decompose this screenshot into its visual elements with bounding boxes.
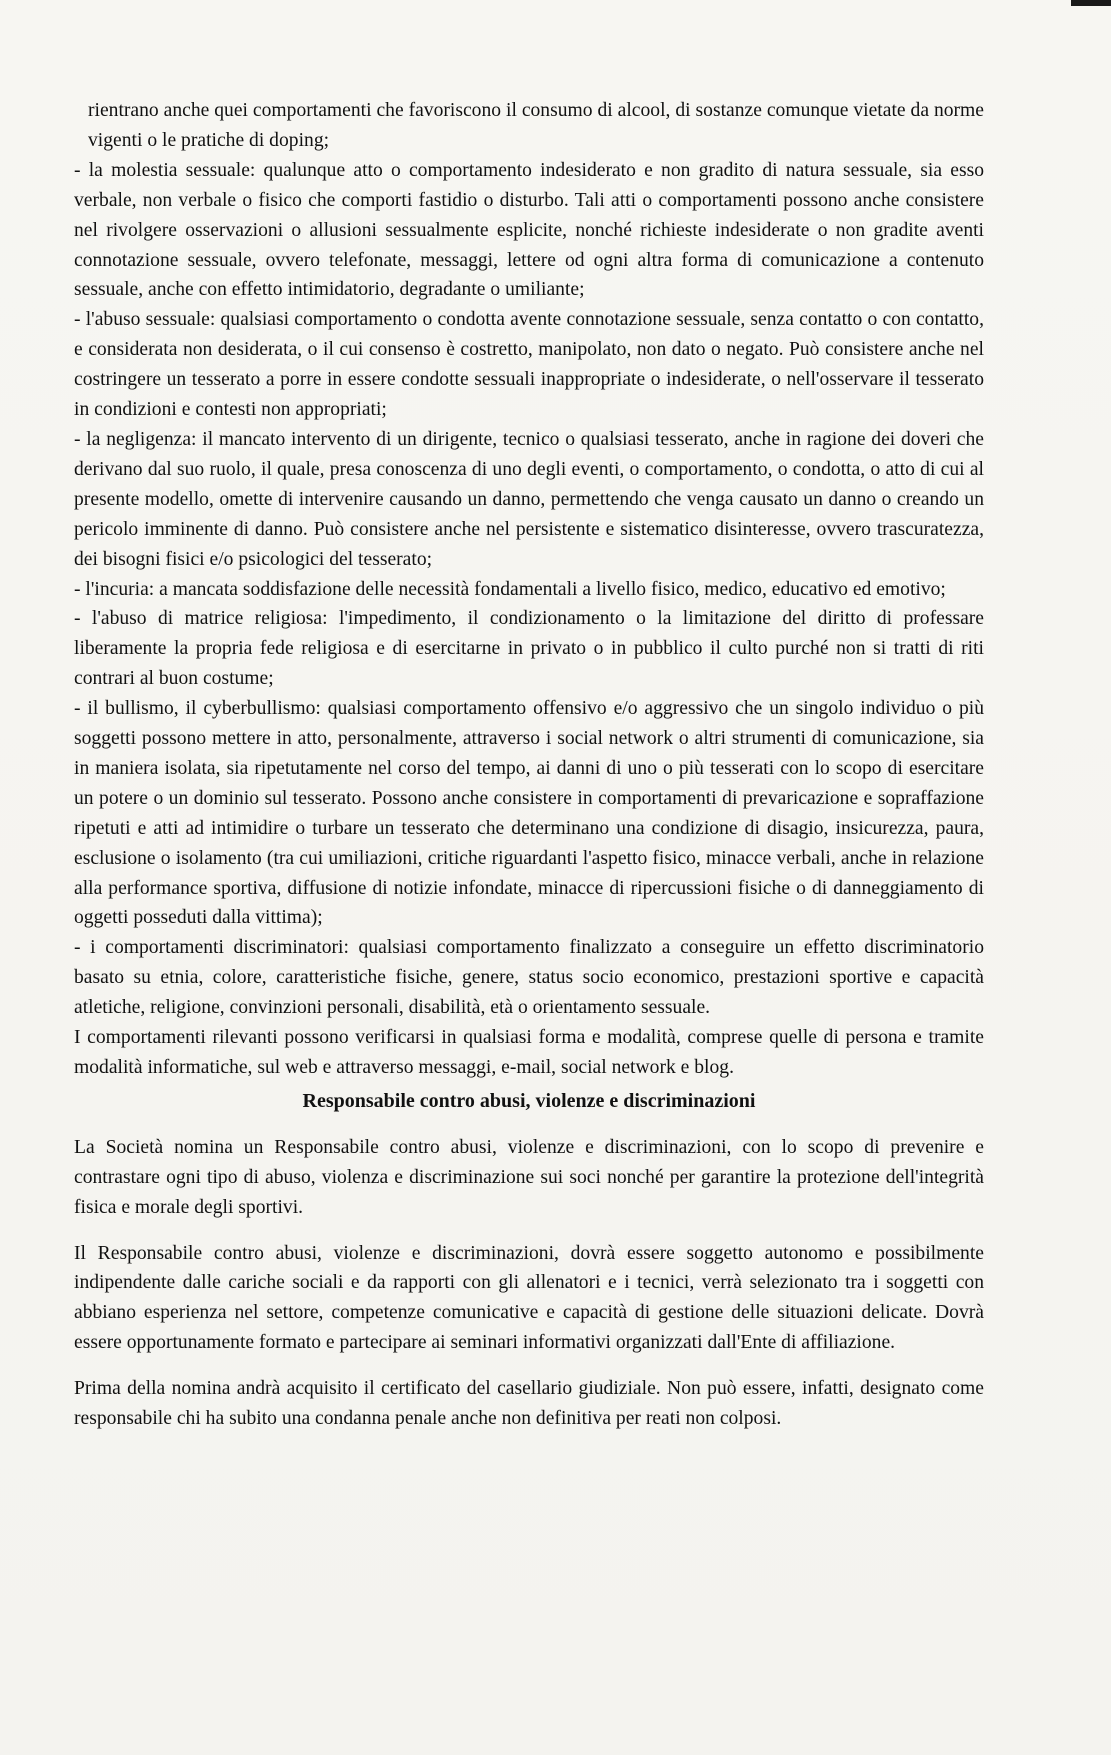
document-body — [74, 96, 984, 1434]
list-item-discriminazione: - i comportamenti discriminatori: qualsiasi comportamento finalizzato a conseguire un effetto discriminatorio basato su etnia, colore, caratteristiche fisiche, genere, status socio economico, prestazioni sportive e capacità atletiche, religione, convinzioni personali, disabilità, età o orientamento sessuale. — [74, 937, 984, 1019]
scan-edge-mark — [1071, 0, 1111, 6]
section-paragraph-nomina: La Società nomina un Responsabile contro abusi, violenze e discriminazioni, con lo scopo di prevenire e contrastare ogni tipo di abuso, violenza e discriminazione sui soci nonché per garantire la protezione dell'integrità fisica e morale degli sportivi. — [74, 1136, 984, 1218]
list-item-abuso-sessuale: - l'abuso sessuale: qualsiasi comportamento o condotta avente connotazione sessuale, senza contatto o con contatto, e considerata non desiderata, o il cui consenso è costretto, manipolato, non dato o negato. Può consistere anche nel costringere un tesserato a porre in essere condotte sessuali inappropriate o indesiderate, o nell'osservare il tesserato in condizioni e contesti non appropriati; — [74, 309, 984, 421]
section-paragraph-casellario: Prima della nomina andrà acquisito il certificato del casellario giudiziale. Non può essere, infatti, designato come responsabile chi ha subito una condanna penale anche non definitiva per reati non colposi. — [74, 1378, 984, 1430]
list-item-incuria: - l'incuria: a mancata soddisfazione delle necessità fondamentali a livello fisico, medico, educativo ed emotivo; — [74, 578, 946, 600]
list-item-molestia-sessuale: - la molestia sessuale: qualunque atto o comportamento indesiderato e non gradito di natura sessuale, sia esso verbale, non verbale o fisico che comporti fastidio o disturbo. Tali atti o comportamenti possono anche consistere nel rivolgere osservazioni o allusioni sessualmente esplicite, nonché richieste indesiderate o non gradite aventi connotazione sessuale, ovvero telefonate, messaggi, lettere od ogni altra forma di comunicazione a contenuto sessuale, anche con effetto intimidatorio, degradante o umiliante; — [74, 159, 984, 301]
continuation-text: rientrano anche quei comportamenti che favoriscono il consumo di alcool, di sostanze comunque vietate da norme vigenti o le pratiche di doping; — [88, 100, 984, 151]
list-item-abuso-religioso: - l'abuso di matrice religiosa: l'impedimento, il condizionamento o la limitazione del diritto di professare liberamente la propria fede religiosa e di esercitarne in privato o in pubblico il culto purché non si tratti di riti contrari al buon costume; — [74, 608, 984, 690]
list-item-bullismo: - il bullismo, il cyberbullismo: qualsiasi comportamento offensivo e/o aggressivo che un singolo individuo o più soggetti possono mettere in atto, personalmente, attraverso i social network o altri strumenti di comunicazione, sia in maniera isolata, sia ripetutamente nel corso del tempo, ai danni di uno o più tesserati con lo scopo di esercitare un potere o un dominio sul tesserato. Possono anche consistere in comportamenti di prevaricazione e sopraffazione ripetuti e atti ad intimidire o turbare un tesserato che determinano una condizione di disagio, insicurezza, paura, esclusione o isolamento (tra cui umiliazioni, critiche riguardanti l'aspetto fisico, minacce verbali, anche in relazione alla performance sportiva, diffusione di notizie infondate, minacce di ripercussioni fisiche o di danneggiamento di oggetti posseduti dalla vittima); — [74, 698, 984, 929]
list-item-negligenza: - la negligenza: il mancato intervento di un dirigente, tecnico o qualsiasi tesserato, anche in ragione dei doveri che derivano dal suo ruolo, il quale, presa conoscenza di uno degli eventi, o comportamento, o condotta, o atto di cui al presente modello, omette di intervenire causando un danno, permettendo che venga causato un danno o creando un pericolo imminente di danno. Può consistere anche nel persistente e sistematico disinteresse, ovvero trascuratezza, dei bisogni fisici e/o psicologici del tesserato; — [74, 428, 984, 570]
section-title: Responsabile contro abusi, violenze e discriminazioni — [302, 1089, 756, 1112]
section-paragraph-requisiti: Il Responsabile contro abusi, violenze e discriminazioni, dovrà essere soggetto autonomo e possibilmente indipendente dalle cariche sociali e da rapporti con gli allenatori e i tecnici, verrà selezionato tra i soggetti con abbiano esperienza nel settore, competenze comunicative e capacità di gestione delle situazioni delicate. Dovrà essere opportunamente formato e partecipare ai seminari informativi organizzati dall'Ente di affiliazione. — [74, 1242, 984, 1354]
closing-paragraph: I comportamenti rilevanti possono verificarsi in qualsiasi forma e modalità, comprese quelle di persona e tramite modalità informatiche, sul web e attraverso messaggi, e-mail, social network e blog. — [74, 1027, 984, 1078]
